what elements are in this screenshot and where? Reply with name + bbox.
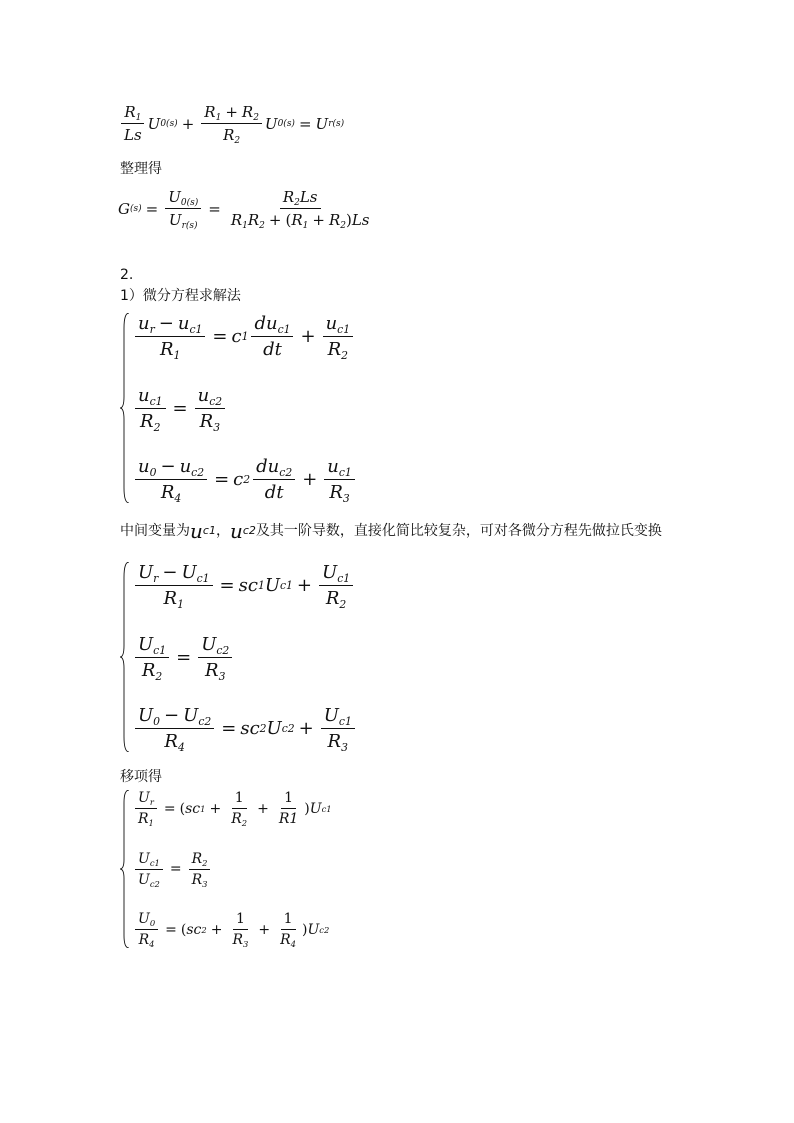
operator: + [257, 800, 269, 817]
fraction-denominator [158, 480, 184, 503]
fraction-numerator [135, 456, 207, 480]
subscript: 4 [149, 938, 155, 949]
math-symbol: u [265, 313, 278, 334]
subscript: 0 [149, 465, 157, 479]
fraction [228, 790, 250, 827]
fraction-denominator [137, 409, 163, 432]
subscript: 2 [341, 348, 349, 362]
math-symbol: u [177, 313, 190, 334]
equals-sign: = [145, 199, 159, 218]
fraction-numerator [189, 851, 211, 870]
fraction [135, 456, 207, 503]
subscript: c2 [279, 465, 293, 479]
fraction-denominator [161, 729, 187, 752]
equation-stack [130, 313, 358, 503]
operator: = [219, 575, 235, 596]
fraction [251, 313, 293, 360]
var-r: R [124, 103, 136, 121]
math-symbol: d [256, 456, 268, 477]
math-symbol: u [138, 384, 150, 406]
math-symbol: sc [238, 575, 258, 596]
plus-sign: + [312, 211, 325, 229]
fraction [276, 790, 301, 827]
math-symbol: R [205, 659, 219, 681]
subscript: c1 [277, 322, 291, 336]
fraction-numerator [135, 790, 157, 809]
equation-stack [130, 562, 358, 752]
equation-stack [130, 790, 332, 948]
var-r: R [230, 211, 243, 229]
fraction-denominator [228, 209, 373, 232]
fraction-numerator [135, 385, 166, 409]
var-r: R [223, 126, 235, 144]
fraction-denominator [139, 658, 165, 681]
subscript: 2 [202, 857, 208, 868]
fraction-denominator [136, 930, 158, 948]
var-u: U [168, 211, 182, 229]
math-symbol: ) [304, 800, 310, 817]
intermediate-separator: ， [215, 523, 230, 539]
fraction [277, 911, 299, 948]
fraction [135, 911, 158, 948]
subscript: c1 [337, 322, 351, 336]
operator: − [164, 705, 180, 726]
operator: = [176, 646, 192, 668]
math-symbol: u [179, 456, 192, 477]
fraction-denominator [262, 480, 287, 503]
subscript: 2 [339, 597, 347, 611]
subscript: 4 [290, 938, 296, 949]
math-symbol: U [138, 633, 154, 655]
fraction [324, 456, 355, 503]
subscript: 2 [241, 817, 248, 828]
brace-shape [120, 313, 130, 503]
fraction-numerator [135, 705, 214, 729]
equation-transfer-function: G (s) = $\frac{U_{0(s)}}{U_{r(s)}}$ = $\frac{R_2Ls}{R_1R_2 + (R_1 + R_2)Ls}$ [118, 188, 376, 229]
subscript: c1 [196, 571, 210, 585]
var-u: U [315, 114, 329, 133]
var-u: u [190, 519, 203, 543]
subscript: 3 [341, 740, 348, 754]
math-symbol: d [264, 482, 277, 503]
operator: + [298, 718, 314, 739]
subscript: c1 [149, 857, 160, 868]
fraction-numerator [121, 103, 144, 124]
fraction [195, 385, 226, 432]
system-rearranged-equations [120, 790, 332, 948]
subscript: c1 [338, 714, 352, 728]
operator: + [300, 326, 316, 347]
math-symbol: U [201, 633, 217, 655]
var-r: R [328, 211, 341, 229]
var-r: R [204, 103, 216, 121]
intermediate-prefix: 中间变量为 [120, 523, 190, 539]
fraction [189, 851, 211, 888]
operator: = [214, 469, 230, 490]
var-u: u [229, 519, 243, 543]
fraction-numerator: 1 [233, 911, 248, 930]
subscript: 3 [218, 669, 226, 683]
var-r: R [282, 188, 295, 206]
math-symbol: U [138, 850, 150, 867]
section-2-number: 2. [120, 267, 134, 283]
fraction-numerator: 1 [281, 790, 296, 809]
var-ls: Ls [351, 211, 370, 229]
fraction-denominator [228, 809, 250, 827]
math-symbol: U [138, 705, 154, 726]
equation-1: $\frac{R_1}{Ls}$ U 0(s) + $\frac{R_1 + R_2}{R_2}$ U 0(s) = U r(s) [118, 103, 344, 144]
math-symbol: U [138, 871, 150, 888]
math-symbol: U [264, 575, 280, 596]
math-symbol: u [138, 456, 150, 477]
math-symbol: R [138, 811, 149, 827]
brace-shape [120, 790, 130, 948]
math-symbol: R [327, 339, 342, 360]
math-symbol: R [138, 932, 150, 948]
math-symbol: t [276, 482, 284, 503]
math-symbol: U [138, 790, 150, 806]
fraction [229, 911, 251, 948]
math-symbol: U [138, 911, 150, 927]
fraction-denominator: R1 [278, 811, 299, 827]
math-symbol: ( [179, 800, 186, 817]
fraction-denominator [135, 870, 163, 888]
brace-icon [120, 562, 130, 752]
math-symbol: R [231, 811, 242, 827]
math-symbol: R [141, 659, 156, 681]
subscript: c1 [153, 643, 167, 657]
equals-sign: = [298, 114, 312, 133]
plus-sign: + [225, 103, 238, 121]
rearranged-eq-1: $\frac{U_r}{R_1}$ = ( sc 1 + $\frac{1}{R_2}$ + $\frac{1}{R1}$ ) U c1 [132, 790, 332, 827]
fraction-numerator [319, 562, 353, 586]
fraction-numerator [321, 705, 355, 729]
sub-2: 2 [259, 221, 265, 232]
sub-1: 1 [302, 221, 309, 232]
math-symbol: U [266, 718, 282, 739]
sub-1: 1 [242, 221, 248, 232]
operator: + [209, 800, 222, 817]
plus-sign: + [268, 211, 282, 229]
subscript: c2 [149, 878, 160, 889]
math-symbol: d [254, 313, 266, 334]
math-symbol: R [164, 731, 178, 752]
math-symbol: R [159, 339, 174, 360]
var-r: R [241, 103, 254, 121]
operator: − [158, 313, 174, 334]
rearranged-eq-2 [132, 851, 332, 888]
fraction-r1-over-ls [121, 103, 145, 144]
fraction-numerator: 1 [232, 790, 247, 809]
fraction [319, 562, 353, 609]
sub-2: 2 [253, 113, 259, 124]
subscript: 1 [173, 348, 181, 362]
math-symbol: u [197, 384, 210, 406]
fraction [135, 313, 205, 360]
text-transpose: 移项得 [120, 769, 162, 785]
fraction-numerator [135, 851, 163, 870]
fraction [135, 385, 166, 432]
math-symbol: c [231, 326, 242, 347]
fraction-transfer [228, 188, 373, 232]
subscript: c1 [189, 322, 203, 336]
math-symbol: U [307, 921, 320, 938]
operator: = [212, 326, 228, 347]
math-symbol: U [183, 705, 199, 726]
laplace-eq-2 [132, 634, 358, 681]
fraction-denominator [161, 586, 187, 609]
math-symbol: U [323, 705, 339, 726]
brace-shape [120, 313, 129, 503]
fraction-denominator [157, 337, 183, 360]
sub-1: 1 [215, 113, 222, 124]
fraction-denominator [325, 729, 351, 752]
plus-sign: + [181, 114, 195, 133]
sub-2: 2 [294, 198, 300, 209]
fraction-numerator [201, 103, 262, 124]
subscript: c1 [149, 394, 163, 408]
var-u: U [147, 114, 161, 133]
operator: = [169, 861, 182, 877]
operator: − [160, 456, 176, 477]
subscript: r [153, 571, 159, 585]
math-symbol: sc [240, 718, 260, 739]
brace-shape [120, 790, 129, 948]
sub-1: 1 [135, 113, 142, 124]
math-symbol: U [322, 562, 338, 583]
math-symbol: R [325, 588, 340, 609]
math-symbol: sc [186, 921, 202, 938]
math-symbol: ( [180, 921, 187, 938]
brace-shape [120, 562, 129, 752]
subscript: 1 [148, 817, 154, 828]
math-symbol: c [233, 469, 244, 490]
operator: = [165, 921, 177, 938]
fraction-numerator [135, 634, 169, 658]
fraction [253, 456, 295, 503]
math-symbol: ) [301, 921, 308, 938]
system-laplace-equations [120, 562, 358, 752]
diff-eq-2 [132, 385, 358, 432]
fraction [135, 634, 169, 681]
fraction [135, 851, 163, 888]
fraction-denominator [220, 124, 243, 147]
operator: = [163, 800, 176, 817]
fraction-numerator: 1 [281, 911, 296, 930]
subscript: 3 [213, 420, 221, 434]
operator: − [162, 562, 178, 583]
fraction-numerator [135, 313, 205, 337]
math-symbol: U [181, 562, 197, 583]
fraction-numerator [280, 188, 321, 209]
operator: + [258, 921, 271, 938]
fraction-denominator [229, 930, 251, 948]
subscript: 0 [149, 917, 156, 928]
left-paren: ( [285, 211, 292, 229]
math-symbol: d [263, 339, 275, 360]
laplace-eq-3: $\frac{U_0 - U_{c2}}{R_4}$ = sc 2 U c2 + $\frac{U_{c1}}{R_3}$ [132, 705, 358, 752]
math-symbol: u [325, 313, 338, 334]
subscript: c2 [209, 394, 223, 408]
fraction-numerator [198, 634, 232, 658]
section-2-method-title: 1）微分方程求解法 [120, 288, 241, 304]
fraction-denominator [323, 586, 349, 609]
fraction-numerator [253, 456, 295, 480]
sub-0s: 0(s) [180, 198, 199, 209]
subscript: 2 [155, 669, 163, 683]
fraction-numerator [165, 188, 201, 209]
fraction-denominator [202, 658, 228, 681]
fraction [135, 705, 214, 752]
math-symbol: sc [185, 800, 201, 817]
sub-rs: r(s) [181, 221, 198, 232]
subscript: 2 [153, 420, 161, 434]
fraction-numerator [323, 313, 354, 337]
right-paren: ) [345, 211, 352, 229]
operator: + [302, 469, 318, 490]
subscript: c2 [191, 465, 205, 479]
operator: + [210, 921, 223, 938]
math-symbol: R [280, 932, 291, 948]
brace-icon [120, 313, 130, 503]
math-symbol: u [267, 456, 280, 477]
text-organize: 整理得 [120, 161, 162, 177]
math-symbol: R [191, 850, 203, 867]
subscript: c2 [198, 714, 212, 728]
sub-2: 2 [234, 136, 241, 147]
fraction-denominator [121, 124, 145, 144]
subscript: 4 [174, 491, 182, 505]
math-symbol: R [163, 588, 178, 609]
fraction [321, 705, 355, 752]
fraction [135, 562, 213, 609]
fraction-denominator [277, 930, 299, 948]
math-symbol: R [199, 410, 214, 432]
fraction-numerator [195, 385, 226, 409]
subscript: 3 [342, 491, 350, 505]
rearranged-eq-3: $\frac{U_0}{R_4}$ = ( sc 2 + $\frac{1}{R_3}$ + $\frac{1}{R_4}$ ) U c2 [132, 911, 332, 948]
subscript: 0 [153, 714, 161, 728]
math-symbol: R [329, 482, 343, 503]
subscript: 3 [243, 938, 249, 949]
fraction-numerator [251, 313, 293, 337]
math-symbol: U [309, 800, 322, 817]
fraction-denominator [135, 809, 157, 827]
math-symbol: u [327, 456, 339, 477]
math-symbol: R [160, 482, 175, 503]
fraction-denominator [325, 337, 351, 360]
subscript: r [149, 322, 155, 336]
fraction-numerator [135, 562, 213, 586]
math-symbol: u [138, 313, 150, 334]
fraction [198, 634, 232, 681]
var-ls: Ls [299, 188, 318, 206]
math-symbol: t [274, 339, 282, 360]
laplace-eq-1: $\frac{U_r - U_{c1}}{R_1}$ = sc 1 U c1 + $\frac{U_{c1}}{R_2}$ [132, 562, 358, 609]
fraction [323, 313, 354, 360]
fraction-r1-plus-r2-over-r2 [201, 103, 262, 147]
fraction-denominator [189, 870, 211, 888]
fraction-denominator [326, 480, 352, 503]
fraction-numerator [324, 456, 355, 480]
operator: = [172, 397, 188, 419]
paragraph-intermediate-variables: 中间变量为 u c1 ， u c2 及其一阶导数，直接化简比较复杂，可对各微分方程先做拉氏变换 [120, 519, 662, 543]
system-differential-equations [120, 313, 358, 503]
subscript: 1 [177, 597, 184, 611]
subscript: c1 [337, 571, 351, 585]
fraction-denominator [197, 409, 223, 432]
fraction-denominator [260, 337, 285, 360]
math-symbol: R [140, 410, 154, 432]
fraction-u0-over-ur [165, 188, 201, 232]
brace-icon [120, 790, 130, 948]
fraction-denominator [166, 209, 201, 232]
subscript: c2 [216, 643, 230, 657]
subscript: c1 [338, 465, 352, 479]
intermediate-suffix: 及其一阶导数，直接化简比较复杂，可对各微分方程先做拉氏变换 [255, 523, 662, 539]
var-r: R [291, 211, 303, 229]
operator: + [296, 575, 313, 596]
operator: = [221, 718, 237, 739]
fraction [135, 790, 157, 827]
math-symbol: R [327, 731, 342, 752]
brace-shape [120, 562, 130, 752]
fraction-numerator [135, 911, 158, 930]
equals-sign: = [208, 199, 221, 218]
math-symbol: R [191, 871, 203, 888]
sub-2: 2 [340, 221, 346, 232]
var-u: U [264, 114, 278, 133]
var-r: R [247, 211, 260, 229]
math-symbol: R [232, 932, 244, 948]
diff-eq-3: $\frac{u_0 - u_{c2}}{R_4}$ = c 2 $\frac{du_{c2}}{dt}$ + $\frac{u_{c1}}{R_3}$ [132, 456, 358, 503]
math-symbol: U [138, 562, 154, 583]
diff-eq-1: $\frac{u_r - u_{c1}}{R_1}$ = c 1 $\frac{du_{c1}}{dt}$ + $\frac{u_{c1}}{R_2}$ [132, 313, 358, 360]
var-g: G [118, 199, 130, 218]
subscript: 4 [177, 740, 185, 754]
subscript: 3 [202, 878, 208, 889]
var-ls: Ls [124, 126, 142, 144]
subscript: r [149, 796, 154, 807]
var-u: U [168, 188, 181, 206]
